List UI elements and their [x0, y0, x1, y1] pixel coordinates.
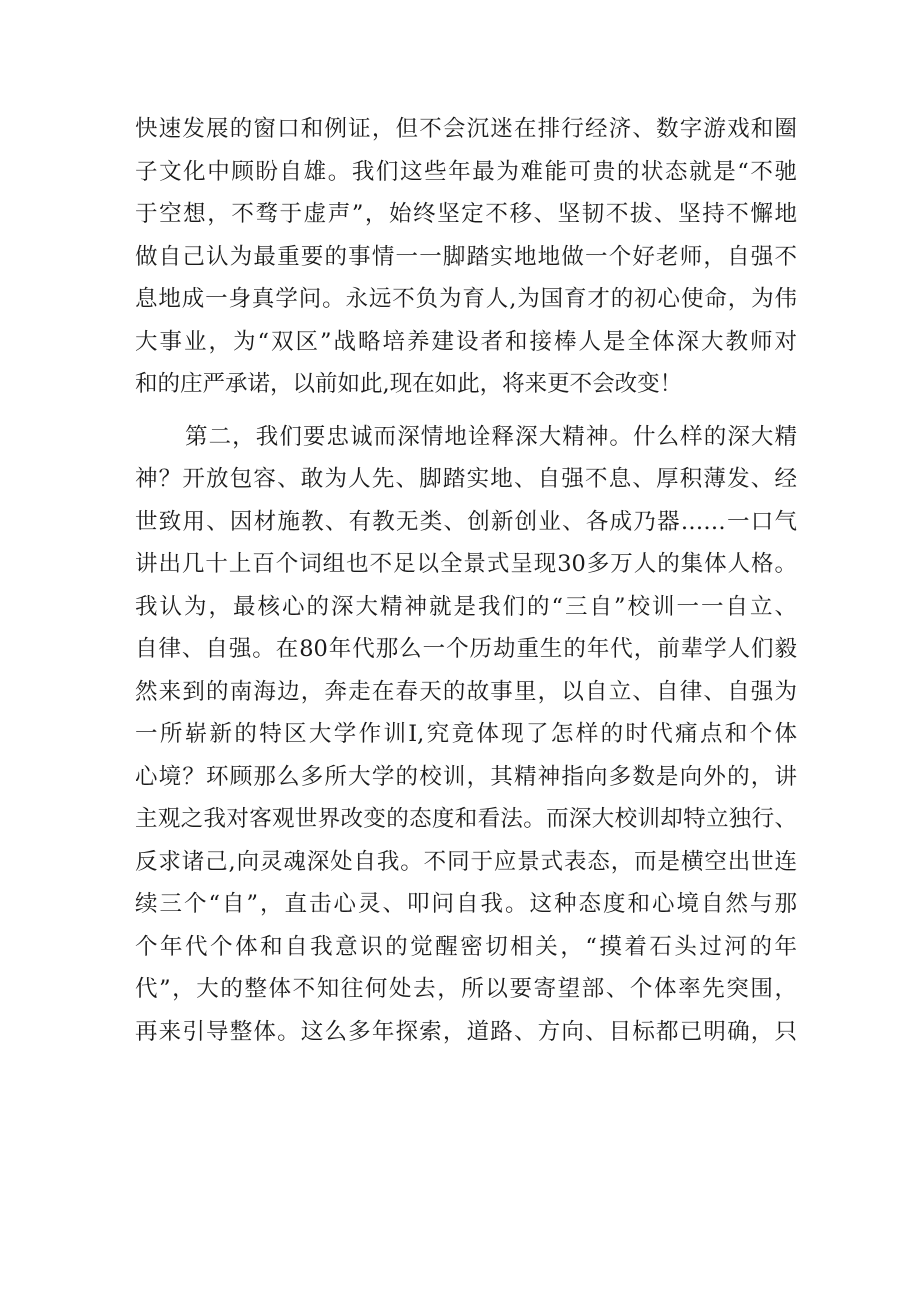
- paragraph-2: [135, 416, 797, 1054]
- paragraph-1: [135, 108, 797, 406]
- text-line: 自律、自强。在80年代那么一个历劫重生的年代，前辈学人们毅: [135, 636, 797, 662]
- text-line: 做自己认为最重要的事情一一脚踏实地地做一个好老师，自强不: [135, 243, 797, 270]
- text-line: 主观之我对客观世界改变的态度和看法。而深大校训却特立独行、: [135, 806, 797, 832]
- text-line: 个年代个体和自我意识的觉醒密切相关，“摸着石头过河的年: [135, 933, 797, 960]
- text-line: 于空想，不骛于虚声”，始终坚定不移、坚韧不拔、坚持不懈地: [135, 201, 797, 227]
- text-line: 子文化中顾盼自雄。我们这些年最为难能可贵的状态就是“不驰: [135, 158, 797, 185]
- text-line: 快速发展的窗口和例证，但不会沉迷在排行经济、数字游戏和圈: [135, 116, 797, 142]
- text-line: 代”，大的整体不知往何处去，所以要寄望部、个体率先突围，: [135, 976, 797, 1002]
- text-line: 世致用、因材施教、有教无类、创新创业、各成乃器……一口气: [135, 508, 797, 535]
- text-line: 神？开放包容、敢为人先、脚踏实地、自强不息、厚积薄发、经: [135, 466, 797, 492]
- text-line: 讲出几十上百个词组也不足以全景式呈现30多万人的集体人格。: [135, 551, 797, 577]
- text-line: 第二，我们要忠诚而深情地诠释深大精神。什么样的深大精: [185, 423, 797, 450]
- text-line: 一所崭新的特区大学作训I,究竟体现了怎样的时代痛点和个体: [135, 721, 797, 747]
- text-line: 我认为，最核心的深大精神就是我们的“三自”校训一一自立、: [135, 593, 797, 620]
- text-line: 再来引导整体。这么多年探索，道路、方向、目标都已明确，只: [135, 1018, 797, 1045]
- body-text: [135, 108, 797, 1053]
- text-line: 反求诸己,向灵魂深处自我。不同于应景式表态，而是横空出世连: [135, 848, 797, 875]
- text-line: 续三个“自”，直击心灵、叩问自我。这种态度和心境自然与那: [135, 891, 797, 917]
- text-line: 心境？环顾那么多所大学的校训，其精神指向多数是向外的，讲: [135, 763, 797, 790]
- text-line: 然来到的南海边，奔走在春天的故事里，以自立、自律、自强为: [135, 678, 797, 705]
- text-line: 和的庄严承诺，以前如此,现在如此，将来更不会改变！: [135, 371, 683, 397]
- text-line: 息地成一身真学问。永远不负为育人,为国育才的初心使命，为伟: [135, 286, 797, 312]
- text-line: 大事业，为“双区”战略培养建设者和接棒人是全体深大教师对: [135, 328, 797, 355]
